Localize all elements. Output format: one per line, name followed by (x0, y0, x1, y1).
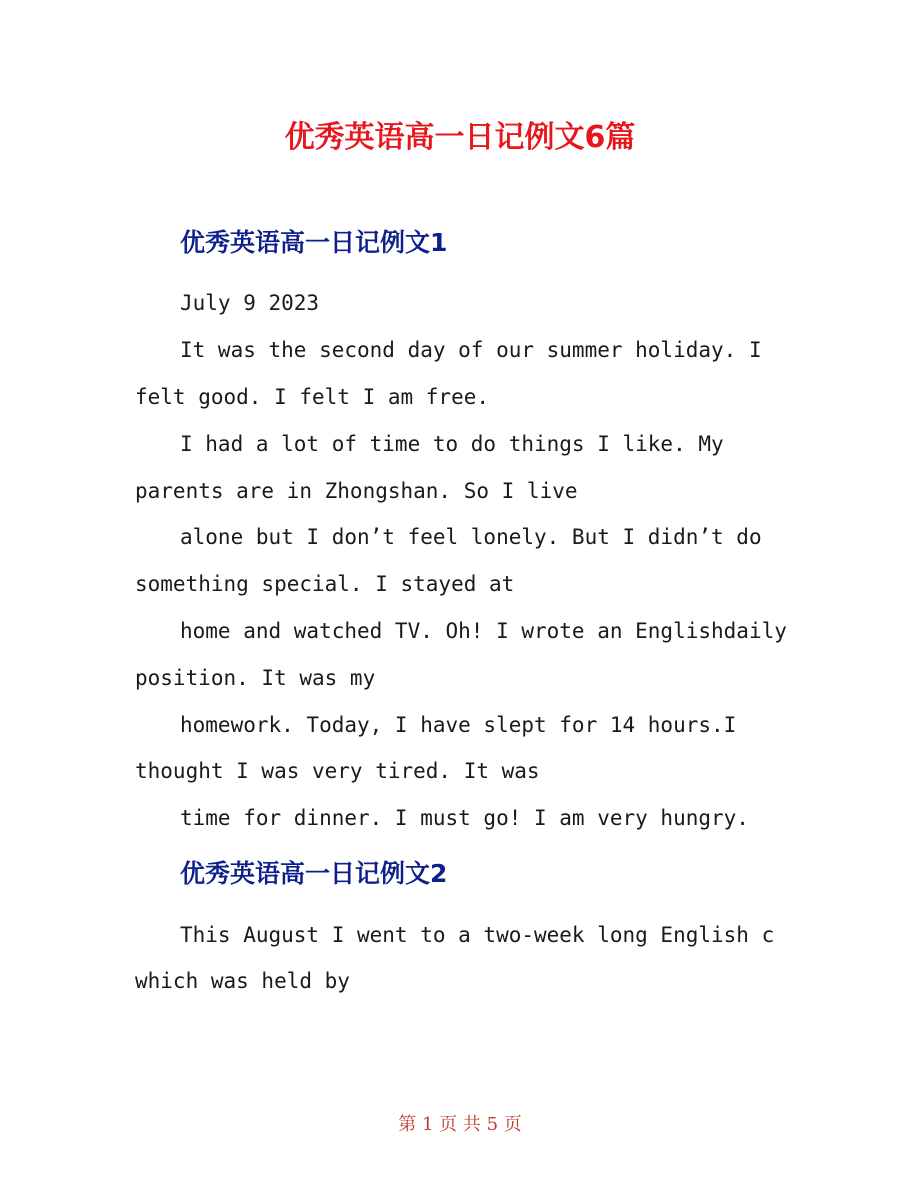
paragraph-line: parents are in Zhongshan. So I live (135, 479, 578, 503)
paragraph-line: home and watched TV. Oh! I wrote an Englishdaily (180, 619, 787, 643)
paragraph-line: time for dinner. I must go! I am very hungry. (180, 806, 749, 830)
paragraph-line: which was held by (135, 969, 350, 993)
paragraph-line: This August I went to a two-week long English c (180, 923, 775, 947)
page-footer: 第 1 页 共 5 页 (398, 1114, 522, 1135)
paragraph-line: position. It was my (135, 666, 376, 690)
paragraph-line: It was the second day of our summer holiday. I (180, 338, 762, 362)
section-heading-2: 优秀英语高一日记例文2 (180, 859, 448, 888)
paragraph-line: I had a lot of time to do things I like. My (180, 432, 724, 456)
paragraph-line: homework. Today, I have slept for 14 hours.I (180, 713, 737, 737)
section-heading-1: 优秀英语高一日记例文1 (180, 228, 448, 257)
paragraph-line: alone but I don’t feel lonely. But I didn’t do (180, 525, 762, 549)
paragraph-line: something special. I stayed at (135, 572, 515, 596)
diary-date: July 9 2023 (180, 291, 320, 315)
paragraph-line: thought I was very tired. It was (135, 759, 540, 783)
paragraph-line: felt good. I felt I am free. (135, 385, 490, 409)
document-title: 优秀英语高一日记例文6篇 (284, 120, 636, 155)
